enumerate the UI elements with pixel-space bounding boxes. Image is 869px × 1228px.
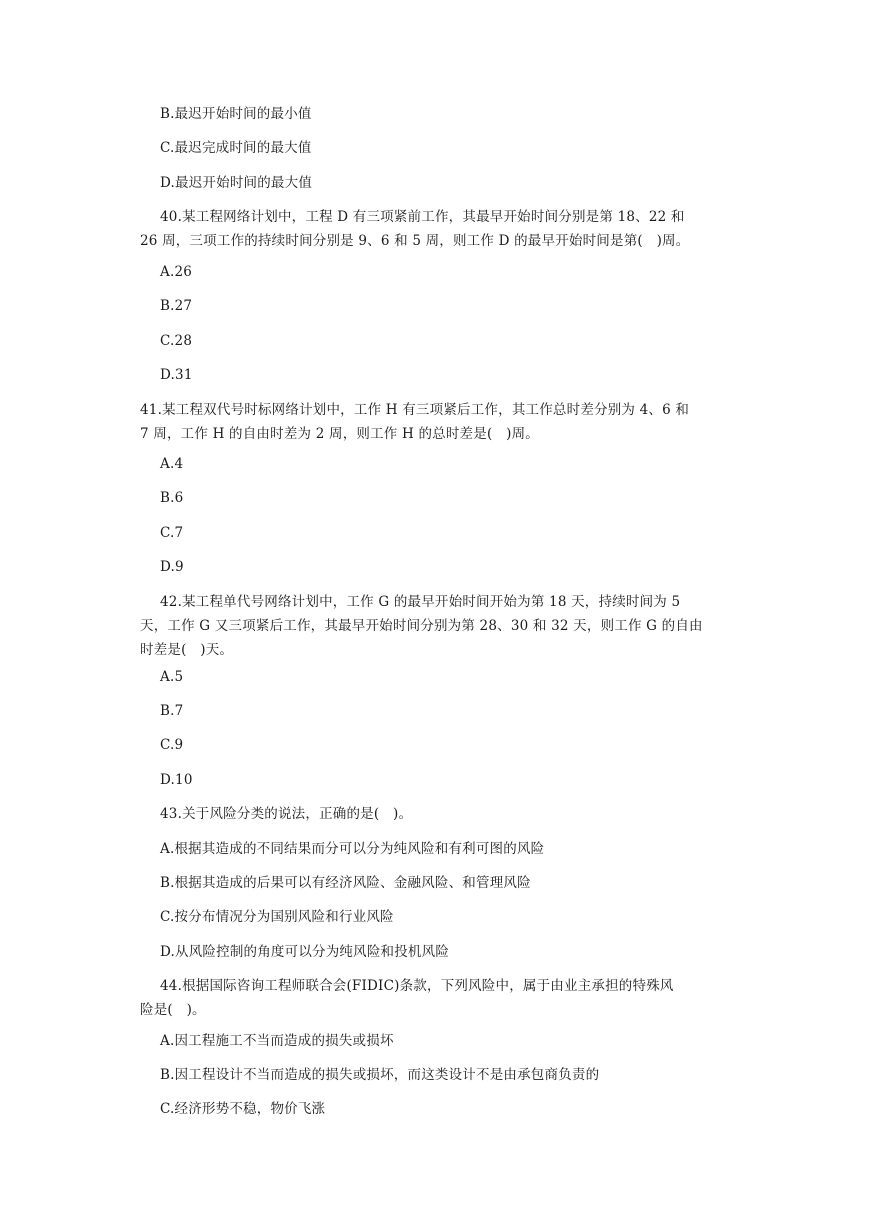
q41-option-a: A.4 bbox=[160, 456, 184, 472]
q42-option-b: B.7 bbox=[160, 703, 184, 719]
q40-option-d: D.31 bbox=[160, 367, 193, 383]
q40-option-c: C.28 bbox=[160, 333, 193, 349]
q43-stem: 43.关于风险分类的说法，正确的是( )。 bbox=[160, 806, 413, 822]
q40-stem-line-2: 26 周，三项工作的持续时间分别是 9、6 和 5 周，则工作 D 的最早开始时间是第( )周。 bbox=[140, 233, 690, 249]
q44-option-b: B.因工程设计不当而造成的损失或损坏，而这类设计不是由承包商负责的 bbox=[160, 1067, 600, 1083]
q42-stem-line-1: 42.某工程单代号网络计划中，工作 G 的最早开始时间开始为第 18 天，持续时间为 5 bbox=[160, 594, 681, 610]
q42-option-d: D.10 bbox=[160, 772, 193, 788]
q44-stem-line-2: 险是( )。 bbox=[140, 1002, 206, 1018]
q40-option-a: A.26 bbox=[160, 264, 193, 280]
q40-stem-line-1: 40.某工程网络计划中，工程 D 有三项紧前工作，其最早开始时间分别是第 18、22 和 bbox=[160, 209, 685, 225]
q39-option-b: B.最迟开始时间的最小值 bbox=[160, 106, 312, 122]
q44-stem-line-1: 44.根据国际咨询工程师联合会(FIDIC)条款，下列风险中，属于由业主承担的特殊风 bbox=[160, 978, 674, 994]
q41-option-b: B.6 bbox=[160, 490, 184, 506]
q44-option-a: A.因工程施工不当而造成的损失或损坏 bbox=[160, 1033, 394, 1049]
q42-option-c: C.9 bbox=[160, 737, 184, 753]
q42-option-a: A.5 bbox=[160, 669, 184, 685]
q43-option-c: C.按分布情况分为国别风险和行业风险 bbox=[160, 909, 394, 925]
q43-option-a: A.根据其造成的不同结果而分可以分为纯风险和有利可图的风险 bbox=[160, 841, 545, 857]
q41-option-d: D.9 bbox=[160, 559, 184, 575]
q43-option-d: D.从风险控制的角度可以分为纯风险和投机风险 bbox=[160, 944, 450, 960]
q41-option-c: C.7 bbox=[160, 525, 184, 541]
q42-stem-line-3: 时差是( )天。 bbox=[140, 642, 234, 658]
q42-stem-line-2: 天，工作 G 又三项紧后工作，其最早开始时间分别为第 28、30 和 32 天，则工作 G 的自由 bbox=[140, 618, 703, 634]
q40-option-b: B.27 bbox=[160, 298, 193, 314]
q43-option-b: B.根据其造成的后果可以有经济风险、金融风险、和管理风险 bbox=[160, 875, 531, 891]
q39-option-c: C.最迟完成时间的最大值 bbox=[160, 140, 312, 156]
q44-option-c: C.经济形势不稳，物价飞涨 bbox=[160, 1101, 326, 1117]
q41-stem-line-1: 41.某工程双代号时标网络计划中，工作 H 有三项紧后工作，其工作总时差分别为 4、6 和 bbox=[140, 402, 690, 418]
q41-stem-line-2: 7 周，工作 H 的自由时差为 2 周，则工作 H 的总时差是( )周。 bbox=[140, 426, 539, 442]
q39-option-d: D.最迟开始时间的最大值 bbox=[160, 175, 313, 191]
